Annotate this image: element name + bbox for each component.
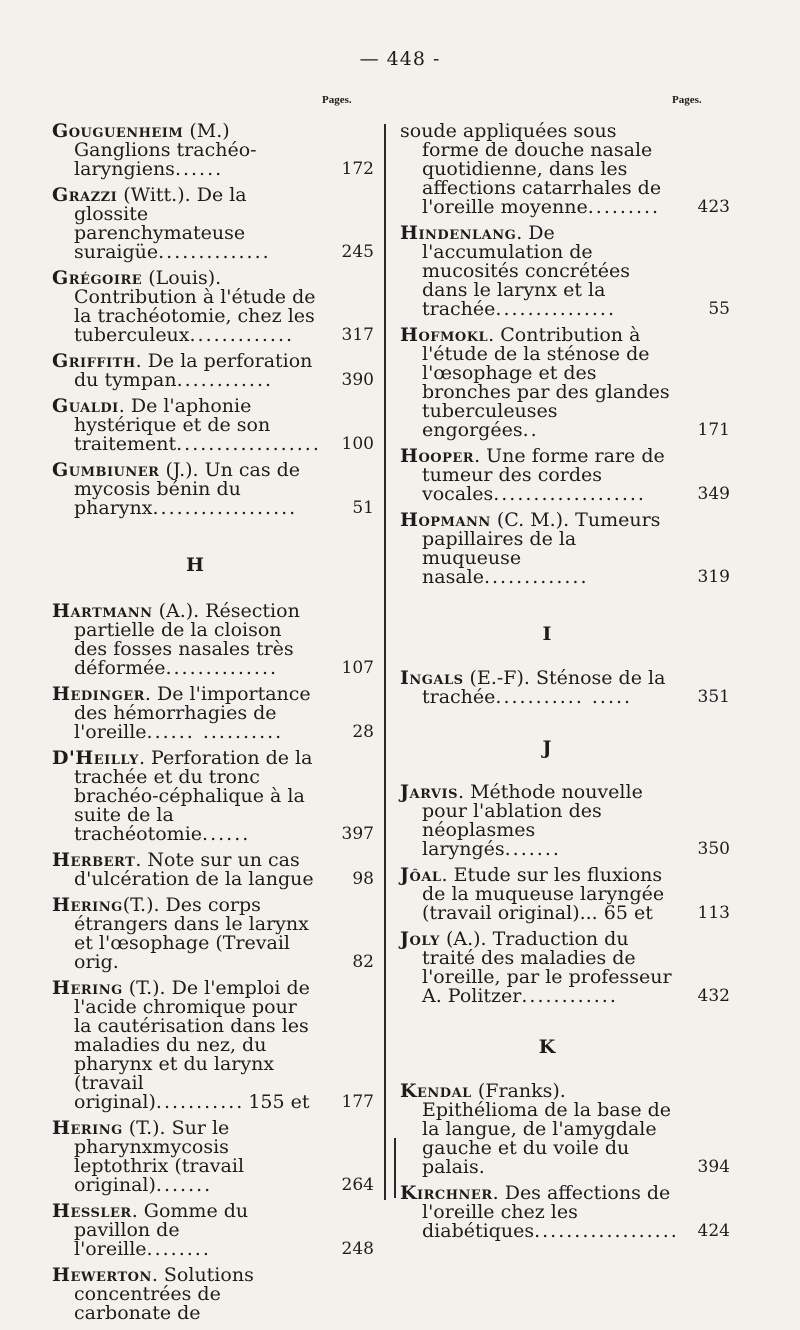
entry-leader-dots: ...... [174, 158, 224, 180]
index-entry [52, 602, 374, 678]
entry-title: (A.). Traduction du traité des maladies de l'oreille, par le professeur A. Politzer [422, 928, 672, 1007]
entry-author: Hindenlang [400, 222, 517, 244]
entry-author: Hering [52, 894, 123, 916]
entry-page-number: 264 [341, 1175, 374, 1195]
entry-leader-dots: ............... [495, 298, 617, 320]
entry-title: . De la perforation du tympan [74, 350, 313, 391]
entry-leader-dots: ............ [176, 369, 274, 391]
entry-author: Hartmann [52, 600, 153, 622]
entry-title: soude appliquées sous forme de douche nasale quotidienne, dans les affections catarrhales de l'oreille moyenne [400, 120, 662, 218]
entry-author: Grazzi [52, 184, 118, 206]
entry-page-number: 317 [341, 325, 374, 345]
index-entry [400, 511, 730, 587]
entry-leader-dots: ............. [483, 566, 589, 588]
index-entry [400, 122, 730, 217]
entry-page-number: 424 [697, 1221, 730, 1241]
index-entry [400, 669, 730, 707]
entry-title: . De l'aphonie hystérique et de son traitement [74, 395, 271, 455]
index-entry [52, 186, 374, 262]
index-entry [400, 1184, 730, 1241]
entry-title: . Solutions concentrées de carbonate de [74, 1264, 254, 1324]
left-column [52, 122, 374, 1330]
entries-k [400, 1082, 730, 1241]
entry-page-number: 423 [697, 197, 730, 217]
index-entry: Herbert. Note sur un cas d'ulcération de la langue 98 [52, 849, 374, 890]
entry-title: (T.). Des corps étrangers dans le larynx et l'œsophage (Trevail orig. [74, 894, 309, 973]
entries-g [52, 122, 374, 518]
entry-author: Hofmokl [400, 324, 489, 346]
entry-leader-dots: ......... [587, 196, 661, 218]
section-letter-j: J [542, 737, 552, 759]
entry-page-number: 177 [341, 1092, 374, 1112]
entry-leader-dots: .................. [176, 433, 321, 455]
entry-author: Griffith [52, 350, 136, 372]
entry-page-number: 351 [697, 687, 730, 707]
entry-author: Jarvis [400, 781, 458, 803]
entry-leader-dots: ................... [493, 483, 646, 505]
entry-title: (Witt.). De la glossite parenchymateuse suraigüe [74, 184, 247, 263]
entry-title: . Note sur un cas d'ulcération de la langue [74, 849, 314, 890]
entry-author: Kirchner [400, 1182, 493, 1204]
index-entry [52, 397, 374, 454]
section-letter-h: H [186, 554, 204, 576]
index-entry [400, 447, 730, 504]
section-letter-i: I [542, 623, 552, 645]
index-entry: Hedinger. De l'importance des hémorrhagies de l'oreille...... .......... 28 [52, 683, 374, 743]
entry-leader-dots: ............. [189, 324, 295, 346]
entry-author: D'Heilly [52, 747, 139, 769]
entry-page-number: 245 [341, 242, 374, 262]
entry-author: Hooper [400, 445, 475, 467]
entry-leader-dots: ........... [155, 1091, 245, 1113]
entries-h-continued [400, 122, 730, 587]
index-entry: Hering(T.). Des corps étrangers dans le larynx et l'œsophage (Trevail orig. 82 [52, 894, 374, 973]
entry-title: . De l'importance des hémorrhagies de l'oreille [74, 683, 311, 743]
entry-author: Hering [52, 977, 123, 999]
entry-author: Hedinger [52, 683, 145, 705]
index-entry [52, 122, 374, 179]
entry-title: . Méthode nouvelle pour l'ablation des néoplasmes laryngés [422, 781, 643, 860]
index-entry [52, 749, 374, 844]
column-divider [384, 124, 386, 1200]
entry-title: . Perforation de la trachée et du tronc brachéo-céphalique à la suite de la trachéotomie [74, 747, 313, 845]
entry-page-number: 397 [341, 824, 374, 844]
entry-leader-dots: ........... ..... [495, 686, 633, 708]
entry-leader-dots: .............. [165, 657, 279, 679]
entry-author: Herbert [52, 849, 136, 871]
entry-page-number: 390 [341, 370, 374, 390]
entry-page-number: 432 [697, 986, 730, 1006]
entry-title: . Contribution à l'étude de la sténose de l'œsophage et des bronches par des glandes tuberculeuses engorgées [422, 324, 670, 441]
entry-leader-dots: ............ [521, 985, 618, 1007]
page-number: — 448 - [359, 48, 441, 70]
entry-author: Jôal [400, 864, 442, 886]
entries-h [52, 602, 374, 1323]
entry-title: (T.). De l'emploi de l'acide chromique pour la cautérisation dans les maladies du nez, du pharynx et du larynx (travail original) [74, 977, 310, 1113]
entry-title: . Une forme rare de tumeur des cordes vocales [422, 445, 665, 505]
index-entry [400, 866, 730, 923]
entry-page-number: 350 [697, 839, 730, 859]
column-divider-short [394, 1138, 396, 1198]
pages-column-label-left: Pages. [322, 94, 352, 106]
entry-author: Joly [400, 928, 440, 950]
index-entry [52, 1202, 374, 1259]
index-entry [52, 1266, 374, 1323]
index-entry: Gumbiuner (J.). Un cas de mycosis bénin du pharynx.................. 51 [52, 459, 374, 519]
entry-title: . De l'accumulation de mucosités concrétées dans le larynx et la trachée [422, 222, 630, 320]
entry-leader-dots: ...... .......... [146, 721, 284, 743]
entry-page-number: 171 [697, 420, 730, 440]
entry-page-number: 319 [697, 567, 730, 587]
entry-title: (Louis). Contribution à l'étude de la trachéotomie, chez les tuberculeux [74, 267, 316, 346]
entry-title: . Gomme du pavillon de l'oreille [74, 1200, 249, 1260]
entry-author: Hewerton [52, 1264, 152, 1286]
entry-page-number: 394 [697, 1157, 730, 1177]
index-entry [400, 326, 730, 440]
entry-author: Hering [52, 1117, 123, 1139]
entry-author: Gualdi [52, 395, 119, 417]
entry-author: Kendal [400, 1080, 472, 1102]
section-letter-k: K [538, 1036, 556, 1058]
entry-leader-dots: ....... [155, 1174, 213, 1196]
index-entry [52, 352, 374, 390]
entry-author: Hopmann [400, 509, 491, 531]
entry-leader-dots: ....... [504, 838, 561, 860]
index-entry [52, 269, 374, 345]
entry-author: Ingals [400, 667, 464, 689]
entry-title: . Etude sur les fluxions de la muqueuse laryngée (travail original)... 65 et [422, 864, 665, 924]
entry-author: Hessler [52, 1200, 132, 1222]
entry-page-number: 349 [697, 484, 730, 504]
entry-title: (J.). Un cas de mycosis bénin du pharynx [74, 459, 301, 519]
entry-title: (A.). Résection partielle de la cloison des fosses nasales très déformée [74, 600, 300, 679]
entry-leader-dots: .............. [158, 241, 271, 263]
entry-leader-dots: ........ [146, 1238, 211, 1260]
index-entry [400, 1082, 730, 1177]
index-entry [400, 783, 730, 859]
entry-title: (E.-F). Sténose de la trachée [422, 667, 666, 708]
entry-author: Grégoire [52, 267, 143, 289]
entry-page-number: 248 [341, 1239, 374, 1259]
entry-author: Gouguenheim [52, 120, 184, 142]
entry-page-number: 100 [341, 434, 374, 454]
entry-title: . Des affections de l'oreille chez les diabétiques [422, 1182, 671, 1242]
entry-leader-dots: .. [522, 419, 539, 441]
entry-leader-dots: .................. [152, 497, 298, 519]
index-entry [52, 1119, 374, 1195]
entry-title: (T.). Sur le pharynxmycosis leptothrix (travail original) [74, 1117, 245, 1196]
entry-title: (Franks). Epithélioma de la base de la langue, de l'amygdale gauche et du voile du palais. [422, 1080, 672, 1178]
index-entry [400, 930, 730, 1006]
index-entry: Hindenlang. De l'accumulation de mucosités concrétées dans le larynx et la trachée............... 55 [400, 222, 730, 320]
entry-title: (M.) Ganglions trachéo-laryngiens [74, 120, 257, 180]
index-entry [52, 979, 374, 1112]
entry-page-number: 113 [697, 903, 730, 923]
entry-author: Gumbiuner [52, 459, 160, 481]
entry-title: (C. M.). Tumeurs papillaires de la muqueuse nasale [422, 509, 661, 588]
entries-j [400, 783, 730, 1006]
entry-leader-dots: ...... [202, 823, 251, 845]
pages-column-label-right: Pages. [672, 94, 702, 106]
entries-i [400, 669, 730, 707]
entry-page-number: 172 [341, 159, 374, 179]
entry-page-number: 107 [341, 658, 374, 678]
entry-page-prefix: 155 et [248, 1091, 310, 1113]
entry-leader-dots: .................. [534, 1220, 679, 1242]
right-column [400, 122, 730, 1248]
